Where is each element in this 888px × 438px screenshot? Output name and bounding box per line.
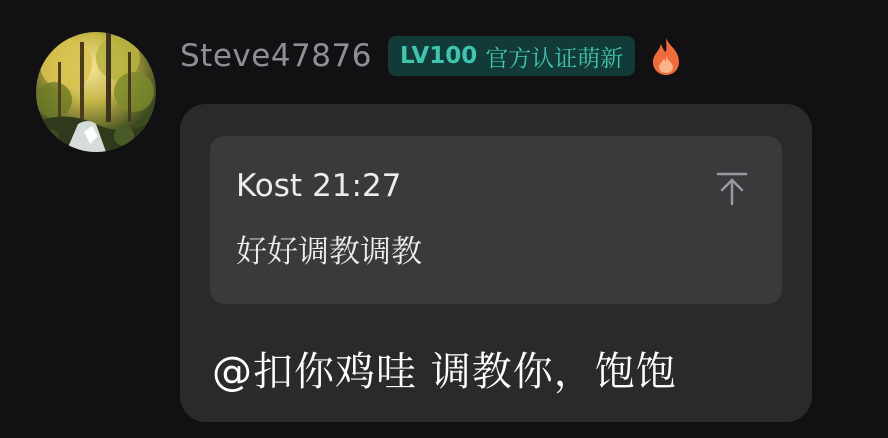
username[interactable]: Steve47876 <box>180 38 372 74</box>
badge-level: LV100 <box>399 43 478 69</box>
message-text: @扣你鸡哇 调教你，饱饱 <box>212 349 677 395</box>
message-bubble[interactable] <box>180 104 812 422</box>
jump-to-top-icon[interactable] <box>712 168 752 208</box>
quote-author: Kost <box>236 168 303 204</box>
quoted-reply[interactable] <box>210 136 782 304</box>
message-header <box>180 32 683 80</box>
badge-title: 官方认证萌新 <box>485 45 624 72</box>
fire-icon <box>649 36 683 76</box>
level-badge[interactable] <box>388 36 635 76</box>
quote-meta <box>236 168 401 204</box>
quote-text: 好好调教调教 <box>236 234 422 270</box>
quote-time: 21:27 <box>312 168 402 204</box>
avatar[interactable] <box>36 32 156 152</box>
